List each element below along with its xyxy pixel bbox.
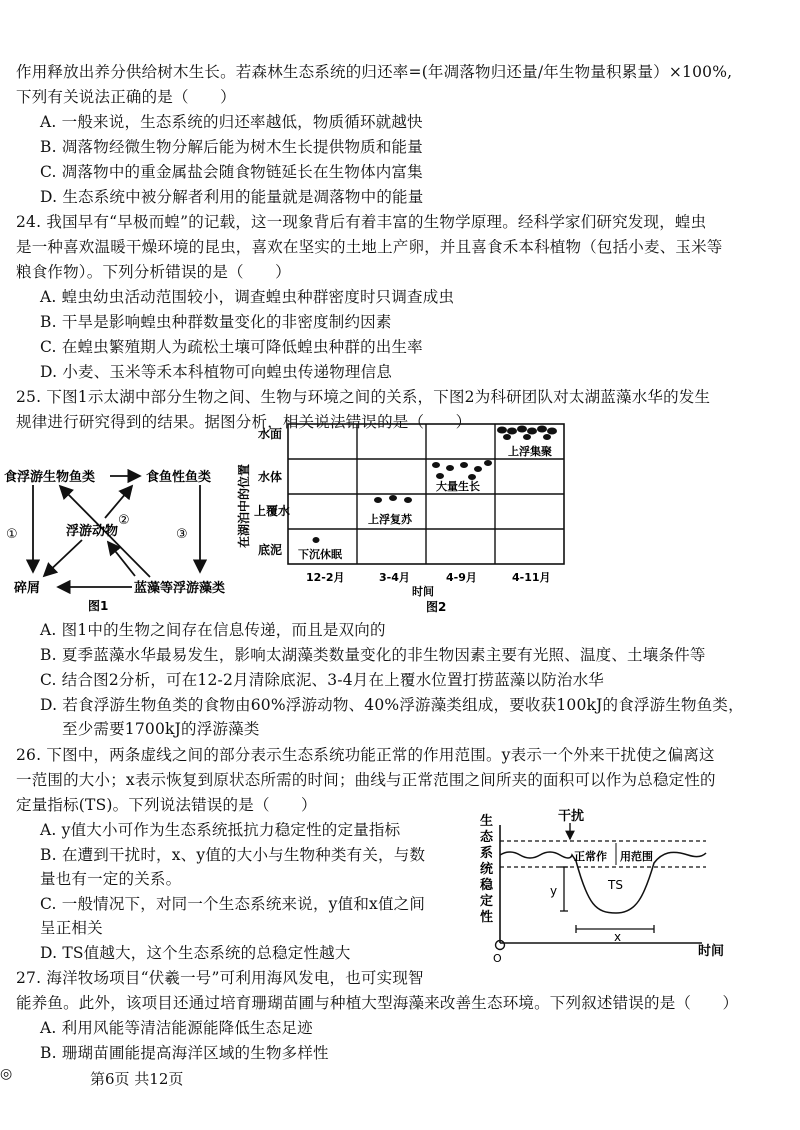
binding-hole-icon: ◎ (0, 1066, 13, 1082)
q24-option-d: D. 小麦、玉米等禾本科植物可向蝗虫传递物理信息 (40, 363, 393, 381)
fig3-ylabel-7: 性 (480, 910, 494, 925)
fig3-range: 用范围 (620, 850, 653, 863)
fig3-ylabel-1: 生 (480, 814, 494, 829)
row-label-surface: 水面 (258, 427, 283, 441)
q25-option-d-cont: 至少需要1700kJ的浮游藻类 (62, 720, 260, 738)
q25-option-b: B. 夏季蓝藻水华最易发生，影响太湖藻类数量变化的非生物因素主要有光照、温度、土壤条件等 (40, 646, 706, 664)
arrow-zooplankton-to-detritus (44, 540, 82, 576)
label-aggregate: 上浮集聚 (508, 445, 552, 458)
fig3-ylabel-4: 统 (480, 862, 494, 877)
fig3-normal: 正常作 (574, 850, 607, 863)
q25-option-c: C. 结合图2分析，可在12-2月清除底泥、3-4月在上覆水位置打捞蓝藻以防治水华 (40, 671, 605, 689)
node-algae: 蓝藻等浮游藻类 (134, 581, 226, 596)
row-label-water: 水体 (258, 470, 283, 484)
q26-option-b: B. 在遭到干扰时，x、y值的大小与生物种类有关，与数 (40, 846, 426, 864)
q26-option-a: A. y值大小可作为生态系统抵抗力稳定性的定量指标 (40, 821, 401, 839)
row-label-sediment: 底泥 (258, 543, 283, 557)
q26-stem-line-3: 定量指标(TS)。下列说法错误的是（ ） (16, 796, 317, 814)
q23-option-b: B. 凋落物经微生物分解后能为树木生长提供物质和能量 (40, 138, 423, 156)
q24-option-b: B. 干旱是影响蝗虫种群数量变化的非密度制约因素 (40, 313, 392, 331)
q24-option-a: A. 蝗虫幼虫活动范围较小，调查蝗虫种群密度时只调查成虫 (40, 288, 455, 306)
q25-stem-line-1: 25. 下图1示太湖中部分生物之间、生物与环境之间的关系，下图2为科研团队对太湖蓝藻水华的发生 (16, 388, 711, 406)
q25-stem-line-2: 规律进行研究得到的结果。据图分析，相关说法错误的是（ ） (16, 413, 472, 431)
fig3-ts: TS (608, 878, 623, 892)
q23-option-c: C. 凋落物中的重金属盐会随食物链延长在生物体内富集 (40, 163, 423, 181)
q26-option-c: C. 一般情况下，对同一个生态系统来说，y值和x值之间 (40, 895, 426, 913)
fig3-y: y (550, 884, 558, 898)
node-detritus: 碎屑 (14, 581, 41, 596)
q27-option-b: B. 珊瑚苗圃能提高海洋区域的生物多样性 (40, 1044, 329, 1062)
q25-option-d: D. 若食浮游生物鱼类的食物由60%浮游动物、40%浮游藻类组成，要收获100kJ的食浮游生物鱼类， (40, 696, 744, 714)
label-dormant: 下沉休眠 (298, 548, 342, 561)
q24-stem-line-3: 粮食作物）。下列分析错误的是（ ） (16, 263, 291, 281)
q26-stem-line-1: 26. 下图中，两条虚线之间的部分表示生态系统功能正常的作用范围。y表示一个外来干扰使之偏离这 (16, 746, 715, 764)
label-3: ③ (176, 527, 188, 542)
fig3-xlabel: 时间 (698, 944, 725, 959)
q26-option-d: D. TS值越大，这个生态系统的总稳定性越大 (40, 944, 351, 962)
fig3-ylabel-3: 系 (480, 846, 494, 861)
fig3-ylabel-6: 定 (480, 894, 494, 909)
figure-2-caption: 图2 (426, 600, 447, 614)
fig3-origin: O (493, 952, 502, 965)
q23-option-d: D. 生态系统中被分解者利用的能量就是凋落物中的能量 (40, 188, 424, 206)
q23-option-a: A. 一般来说，生态系统的归还率越低，物质循环就越快 (40, 113, 423, 131)
fig3-disturb: 干扰 (558, 809, 585, 824)
col-label-4: 4-11月 (512, 571, 551, 584)
col-label-2: 3-4月 (379, 571, 410, 584)
q26-option-b-cont: 量也有一定的关系。 (40, 870, 182, 888)
fig2-xlabel: 时间 (412, 585, 434, 598)
figure-3-stability (476, 805, 746, 965)
page-number: 第6页 共12页 (90, 1070, 184, 1088)
q26-stem-line-2: 一范围的大小；x表示恢复到原状态所需的时间；曲线与正常范围之间所夹的面积可以作为总稳定性的 (16, 771, 716, 789)
q27-stem-line-1: 27. 海洋牧场项目“伏羲一号”可利用海风发电，也可实现智 (16, 969, 424, 987)
node-piscivore-fish: 食鱼性鱼类 (146, 470, 212, 485)
q27-stem-line-2: 能养鱼。此外，该项目还通过培育珊瑚苗圃与种植大型海藻来改善生态环境。下列叙述错误的是（ ） (16, 994, 739, 1012)
col-label-1: 12-2月 (306, 571, 345, 584)
figure-1-food-web (0, 440, 240, 620)
fig3-ylabel-5: 稳 (480, 878, 494, 893)
q26-option-c-cont: 呈正相关 (40, 919, 103, 937)
fig3-ylabel-2: 态 (480, 830, 494, 845)
node-zooplankton: 浮游动物 (66, 524, 119, 539)
node-plankton-fish: 食浮游生物鱼类 (4, 470, 96, 485)
q23-stem-line-2: 下列有关说法正确的是（ ） (16, 88, 236, 106)
q24-stem-line-1: 24. 我国早有“早极而蝗”的记载，这一现象背后有着丰富的生物学原理。经科学家们研究发现，蝗虫 (16, 213, 707, 231)
q25-option-a: A. 图1中的生物之间存在信息传递，而且是双向的 (40, 621, 386, 639)
label-1: ① (6, 527, 18, 542)
label-growth: 大量生长 (436, 480, 480, 493)
row-label-overlying: 上覆水 (254, 504, 291, 518)
q27-option-a: A. 利用风能等清洁能源能降低生态足迹 (40, 1019, 313, 1037)
q24-stem-line-2: 是一种喜欢温暖干燥环境的昆虫，喜欢在坚实的土地上产卵，并且喜食禾本科植物（包括小麦、玉米等 (16, 238, 723, 256)
label-2: ② (118, 513, 130, 528)
fig3-x: x (614, 930, 622, 944)
q24-option-c: C. 在蝗虫繁殖期人为疏松土壤可降低蝗虫种群的出生率 (40, 338, 423, 356)
q23-stem-line-1: 作用释放出养分供给树木生长。若森林生态系统的归还率=(年凋落物归还量/年生物量积累量）×100%, (16, 63, 733, 81)
label-revive: 上浮复苏 (368, 513, 412, 526)
figure-1-caption: 图1 (88, 599, 109, 613)
figure-2-grid (228, 418, 568, 618)
col-label-3: 4-9月 (446, 571, 477, 584)
fig2-ylabel: 在湖泊中的位置 (237, 463, 251, 548)
